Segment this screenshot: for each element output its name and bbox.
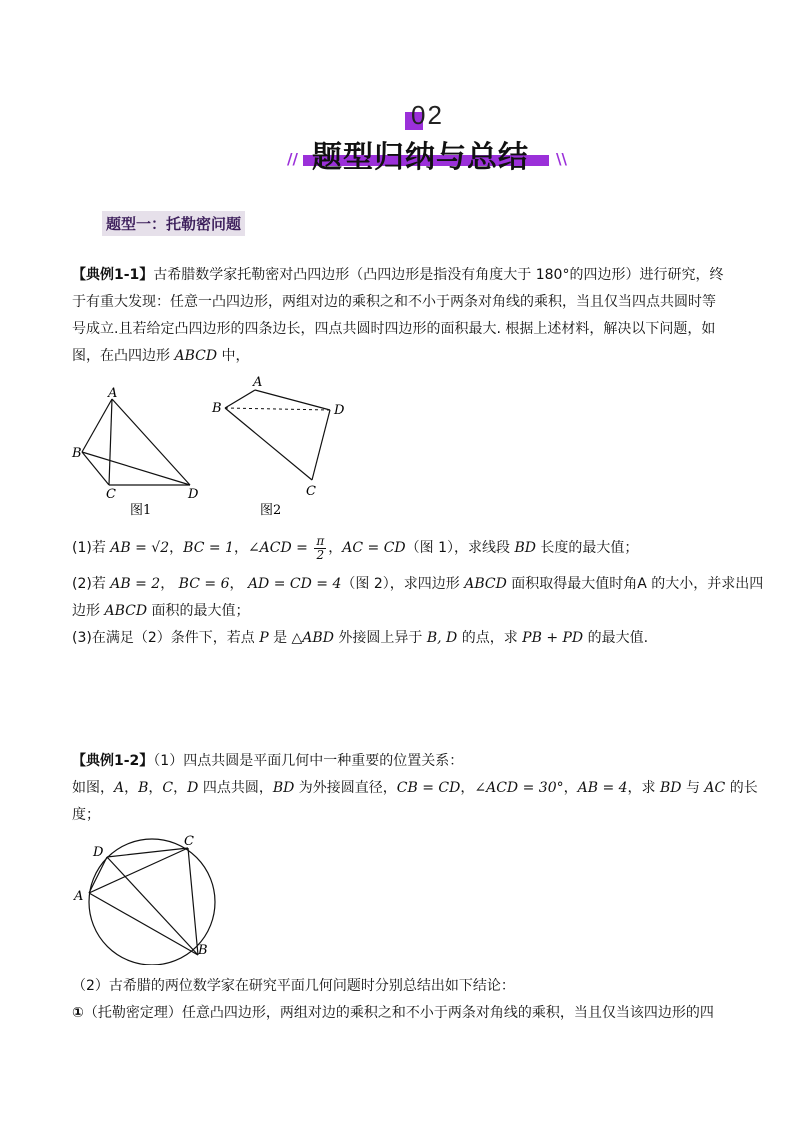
page-title: 题型归纳与总结: [312, 140, 529, 175]
text: 古希腊数学家托勒密对凸四边形（凸四边形是指没有角度大于 180°的四边形）进行研究，终: [153, 267, 724, 283]
circle-label-B: B: [198, 943, 208, 958]
text: 长度的最大值；: [535, 540, 639, 556]
question-3: [72, 625, 722, 652]
figure-1-caption: 图1: [130, 503, 152, 518]
example-1-2-line3: 度；: [72, 807, 100, 823]
text: （1）四点共圆是平面几何中一种重要的位置关系：: [153, 753, 464, 769]
example-1-1-line3: 号成立.且若给定凸四边形的四条边长，四点共圆时四边形的面积最大. 根据上述材料，解决以下问题，如: [72, 321, 716, 337]
question-2-line2: [72, 598, 722, 625]
header-deco-left: //: [287, 150, 298, 168]
text: (1)若: [72, 540, 111, 556]
example-1-1-line2: 于有重大发现：任意一凸四边形，两组对边的乘积之和不小于两条对角线的乘积，当且仅当四点共圆时等: [72, 294, 716, 310]
math-text: ∠ACD = 30°: [474, 780, 564, 796]
text: 外接圆上异于: [333, 630, 427, 646]
text: 四点共圆，: [198, 780, 273, 796]
figure-circle: [70, 830, 230, 965]
math-text: D: [187, 780, 199, 796]
example-1-2-line2: [72, 775, 758, 802]
example-1-1-line1: [72, 262, 722, 289]
text: ，: [233, 540, 248, 556]
text: 与: [681, 780, 705, 796]
math-text: ABCD: [104, 603, 148, 619]
math-text: BD: [272, 780, 295, 796]
text: 图，在凸四边形: [72, 348, 175, 364]
fraction-pi-over-2: [314, 535, 326, 562]
math-text: BC = 1: [183, 540, 234, 556]
math-text: PB + PD: [522, 630, 584, 646]
math-text: A: [114, 780, 125, 796]
math-text: B, D: [426, 630, 458, 646]
text: 的点，求: [457, 630, 523, 646]
text: ，求: [627, 780, 660, 796]
math-text: ABCD: [464, 576, 507, 592]
figure-1: [71, 386, 199, 518]
fig1-label-D: D: [188, 487, 199, 502]
text: ，: [563, 780, 578, 796]
example-1-2-line5: [72, 1000, 722, 1027]
circle-label-C: C: [184, 834, 194, 849]
question-2-line1: [72, 571, 764, 598]
example-tag: 【典例1-1】: [72, 267, 154, 283]
circled-one-marker: ①: [72, 1005, 84, 1021]
section-label: 题型一：托勒密问题: [102, 211, 245, 236]
circle-label-D: D: [93, 845, 104, 860]
figures-1-2: [60, 372, 360, 522]
math-text: ABCD: [174, 348, 218, 364]
text: 面积取得最大值时角A 的大小，并求出四: [506, 576, 764, 592]
fig1-label-B: B: [72, 446, 82, 461]
text: ，: [169, 540, 184, 556]
fig2-label-A: A: [253, 375, 263, 390]
fraction-numerator: π: [316, 533, 325, 548]
fig1-label-C: C: [106, 487, 116, 502]
math-text: AC: [704, 780, 726, 796]
text: ，: [173, 780, 188, 796]
figure-2: [211, 375, 345, 518]
text: (2)若: [72, 576, 111, 592]
text: 的长: [725, 780, 758, 796]
text: ，: [328, 540, 343, 556]
math-text: BC = 6: [178, 576, 230, 592]
math-text: BD: [660, 780, 682, 796]
text: 是: [268, 630, 292, 646]
figure-2-caption: 图2: [260, 503, 282, 518]
text: 中，: [217, 348, 250, 364]
text: ，: [160, 576, 179, 592]
fig2-label-D: D: [334, 403, 345, 418]
math-text: AB = 4: [577, 780, 628, 796]
example-1-2-line1: [72, 748, 722, 775]
example-tag: 【典例1-2】: [72, 753, 154, 769]
math-text: AC = CD: [342, 540, 406, 556]
text: （图 1），求线段: [405, 540, 515, 556]
fraction-denominator: 2: [316, 547, 325, 562]
header-deco-right: \\: [556, 150, 567, 168]
text: 如图，: [72, 780, 114, 796]
math-text: P: [259, 630, 269, 646]
circle-label-A: A: [74, 889, 84, 904]
math-text: AD = CD = 4: [247, 576, 342, 592]
text: 的最大值.: [583, 630, 649, 646]
text: (3)在满足（2）条件下，若点: [72, 630, 260, 646]
text: 为外接圆直径，: [294, 780, 397, 796]
header-number: 02: [411, 100, 444, 130]
math-text: AB = √2: [110, 540, 170, 556]
text: （图 2），求四边形: [341, 576, 465, 592]
text: ，: [124, 780, 139, 796]
math-text: ∠ACD =: [247, 540, 313, 556]
text: ，: [229, 576, 248, 592]
fig2-label-B: B: [212, 401, 222, 416]
math-text: AB = 2: [110, 576, 161, 592]
math-text: C: [162, 780, 174, 796]
text: 边形: [72, 603, 105, 619]
math-text: CB = CD: [396, 780, 461, 796]
fig2-label-C: C: [306, 484, 316, 499]
fig1-label-A: A: [108, 386, 118, 401]
example-1-2-line4: （2）古希腊的两位数学家在研究平面几何问题时分别总结出如下结论：: [72, 978, 515, 994]
text: （托勒密定理）任意凸四边形，两组对边的乘积之和不小于两条对角线的乘积，当且仅当该四边形的四: [83, 1005, 714, 1021]
text: ，: [460, 780, 475, 796]
question-1: [72, 533, 722, 563]
math-text: BD: [514, 540, 536, 556]
math-text: B: [138, 780, 149, 796]
text: 面积的最大值；: [147, 603, 250, 619]
math-text: △ABD: [291, 630, 334, 646]
example-1-1-line4: [72, 343, 722, 370]
text: ，: [148, 780, 163, 796]
